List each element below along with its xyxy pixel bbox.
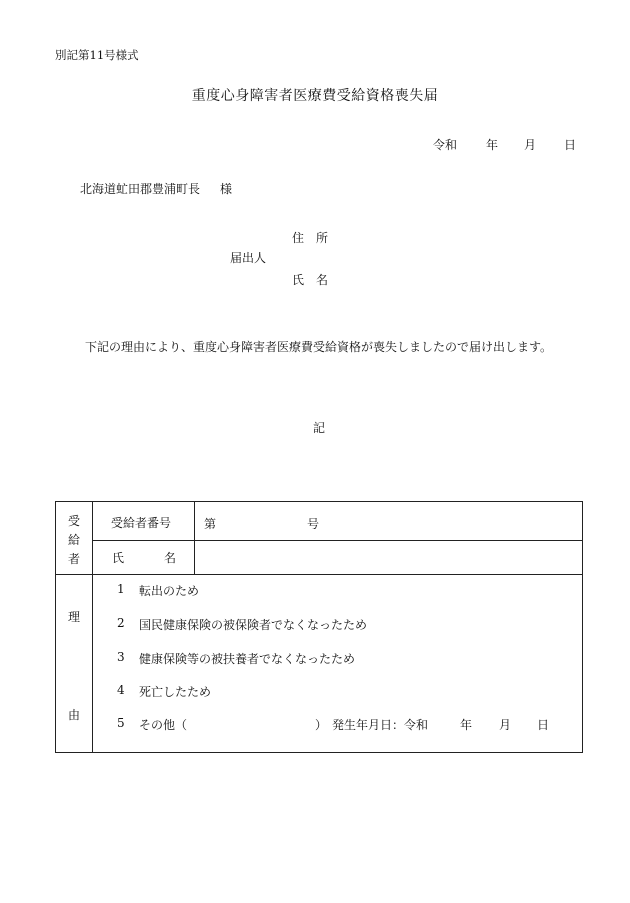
recipient-table <box>55 501 583 753</box>
reason-3-text: 健康保険等の被扶養者でなくなったため <box>139 652 356 666</box>
applicant-address-label: 住 所 <box>292 231 329 245</box>
occurrence-date-label: 発生年月日：令和 <box>332 718 429 732</box>
addressee-name: 北海道虻田郡豊浦町長 <box>80 182 201 196</box>
reason-5-text: その他（ <box>139 718 188 732</box>
row-divider-2 <box>56 574 582 575</box>
label-col-divider <box>194 502 195 574</box>
document-title: 重度心身障害者医療費受給資格喪失届 <box>191 88 439 104</box>
form-number: 別記第11号様式 <box>55 48 139 62</box>
recipient-header-char-1: 受 <box>67 514 80 528</box>
occurrence-month: 月 <box>499 718 512 732</box>
reason-3-number: 3 <box>117 650 125 664</box>
date-era: 令和 <box>433 138 458 152</box>
recipient-header-char-2: 給 <box>67 533 80 547</box>
applicant-name-label: 氏 名 <box>292 273 329 287</box>
reason-4-text: 死亡したため <box>139 685 212 699</box>
recipient-number-label: 受給者番号 <box>111 516 172 530</box>
date-day: 日 <box>564 138 577 152</box>
name-label-char-2: 名 <box>164 551 177 565</box>
occurrence-year: 年 <box>460 718 473 732</box>
date-year: 年 <box>486 138 499 152</box>
reason-5-number: 5 <box>117 716 125 730</box>
row-divider-1 <box>92 540 582 541</box>
recipient-header-char-3: 者 <box>67 552 80 566</box>
reason-header-bottom: 由 <box>67 708 80 722</box>
statement-text: 下記の理由により、重度心身障害者医療費受給資格が喪失しましたので届け出します。 <box>85 340 553 354</box>
reason-1-number: 1 <box>117 582 125 596</box>
reason-4-number: 4 <box>117 683 125 697</box>
addressee-honorific: 様 <box>220 182 233 196</box>
name-label-char-1: 氏 <box>112 551 125 565</box>
occurrence-day: 日 <box>537 718 550 732</box>
recipient-number-prefix: 第 <box>204 517 217 531</box>
ki-heading: 記 <box>313 421 326 435</box>
recipient-number-suffix: 号 <box>307 517 320 531</box>
applicant-label: 届出人 <box>230 251 267 265</box>
reason-2-number: 2 <box>117 616 125 630</box>
reason-header-top: 理 <box>67 610 80 624</box>
reason-1-text: 転出のため <box>139 584 200 598</box>
date-month: 月 <box>524 138 537 152</box>
reason-2-text: 国民健康保険の被保険者でなくなったため <box>139 618 368 632</box>
other-close-paren: ） <box>315 718 328 732</box>
